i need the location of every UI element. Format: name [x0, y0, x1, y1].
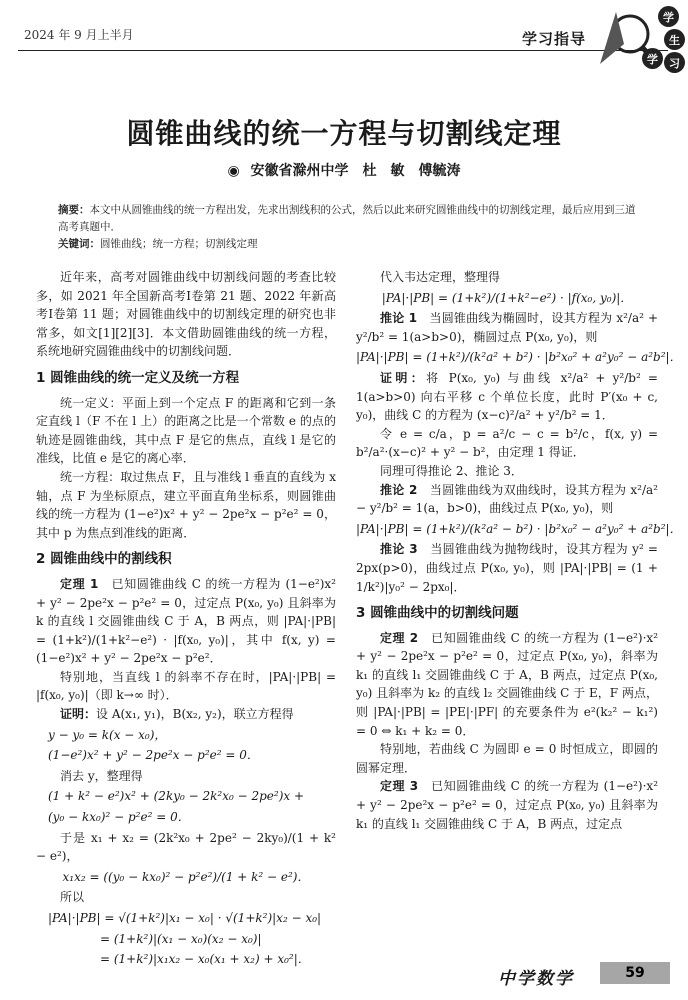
corollary-proof-let: 令 e = c/a，p = a²/c − c = b²/c，f(x, y) = b²/a²·(x−c)² + y² − b²，由定理 1 得证．	[356, 426, 658, 460]
unified-definition: 统一定义：平面上到一个定点 F 的距离和它到一条定直线 l（F 不在 l 上）的距离之比是一个常数 e 的点的轨迹是圆锥曲线，其中点 F 是它的焦点，直线 l 是它的准线，比值 e 是它的离心率．	[36, 395, 336, 466]
theorem-2-special: 特别地，若曲线 C 为圆即 e = 0 时恒成立，即圆的圆幂定理．	[356, 742, 658, 775]
section-2-heading: 2 圆锥曲线中的割线积	[36, 551, 172, 568]
corollary-1-equation: |PA|·|PB| = (1+k²)/(k²a² + b²) · |b²x₀² + a²y₀² − a²b²|．	[356, 350, 682, 365]
eliminate-text: 消去 y，整理得	[60, 768, 143, 783]
secant-derivation-1: |PA|·|PB| = √(1+k²)|x₁ − x₀| · √(1+k²)|x₂ − x₀|	[48, 911, 322, 925]
corollary-3-text: 当圆锥曲线为抛物线时，设其方程为 y² = 2px(p>0)，曲线过点 P(x₀, y₀)，则 |PA|·|PB| = (1 + 1/k²)|y₀² − 2px₀|．	[356, 542, 658, 594]
corollary-proof-same: 同理可得推论 2、推论 3．	[380, 463, 523, 478]
substitute-text: 代入韦达定理，整理得	[380, 270, 501, 284]
article-title: 圆锥曲线的统一方程与切割线定理	[126, 117, 562, 150]
vieta-sum: 于是 x₁ + x₂ = (2k²x₀ + 2pe² − 2ky₀)/(1 + k² − e²)，	[36, 830, 336, 864]
unified-equation: 统一方程：取过焦点 F，且与准线 l 垂直的直线为 x 轴，点 F 为坐标原点，建立平面直角坐标系，则圆锥曲线的统一方程为 (1−e²)x² + y² − 2pe²x − p²e² = 0，其中 p 为焦点到准线的距离．	[36, 469, 336, 540]
abstract	[58, 202, 638, 236]
theorem-3	[356, 777, 658, 833]
corollary-1-label: 推论 1	[380, 311, 418, 326]
badge-sheng: 生	[664, 29, 685, 50]
corollary-proof	[356, 369, 658, 425]
proof-label: 证明：	[60, 707, 97, 722]
theorem-2	[356, 629, 658, 741]
theorem-1-label: 定理 1	[60, 576, 99, 591]
theorem-1-text: 已知圆锥曲线 C 的统一方程为 (1−e²)x² + y² − 2pe²x − p²e² = 0，过定点 P(x₀, y₀) 且斜率为 k 的直线 l 交圆锥曲线 C 于 A，B 两点，则 |PA|·|PB| = (1+k²)/(1+k²−e²) · |f(x₀, y₀)|，其中 f(x, y) = (1−e²)x² + y² − 2pe²x − p²e²．	[36, 576, 336, 666]
page-number: 59	[600, 962, 670, 984]
left-column	[36, 268, 336, 971]
secant-derivation-2: = (1+k²)|(x₁ − x₀)(x₂ − x₀)|	[100, 931, 262, 946]
keywords	[58, 236, 638, 253]
quadratic-eq-2: (y₀ − kx₀)² − p²e² = 0．	[48, 810, 190, 825]
section-3-heading: 3 圆锥曲线中的切割线问题	[356, 605, 519, 622]
badge-xi: 习	[664, 52, 685, 73]
vieta-product: x₁x₂ = ((y₀ − kx₀)² − p²e²)/(1 + k² − e²)．	[62, 869, 310, 884]
intro-paragraph: 近年来，高考对圆锥曲线中切割线问题的考查比较多，如 2021 年全国新高考Ⅰ卷第 21 题、2022 年新高考Ⅰ卷第 11 题；对圆锥曲线中的切割线定理的研究也非常多，如文[1][2][3]．本文借助圆锥曲线的统一方程，系统地研究圆锥曲线中的切割线问题．	[36, 270, 336, 359]
corollary-1-text: 当圆锥曲线为椭圆时，设其方程为 x²/a² + y²/b² = 1(a>b>0)，椭圆过点 P(x₀, y₀)，则	[356, 311, 658, 344]
corollary-3	[356, 540, 658, 596]
theorem-3-label: 定理 3	[380, 779, 419, 794]
system-eq-2: (1−e²)x² + y² − 2pe²x − p²e² = 0．	[48, 748, 259, 763]
proof-intro	[36, 705, 336, 724]
header-decoration	[596, 4, 684, 74]
corollary-2	[356, 481, 658, 518]
badge-xue-2: 学	[642, 48, 663, 69]
section-tag: 学习指导	[522, 30, 587, 48]
keywords-label: 关键词：	[58, 238, 100, 250]
theorem-3-text: 已知圆锥曲线 C 的统一方程为 (1−e²)·x² + y² − 2pe²x − p²e² = 0，过定点 P(x₀, y₀) 且斜率为 k₁ 的直线 l₁ 交圆锥曲线 C 于 A，B 两点，过定点	[356, 779, 659, 831]
secant-result: |PA|·|PB| = (1+k²)/(1+k²−e²) · |f(x₀, y₀)|．	[381, 290, 633, 305]
quadratic-eq-1: (1 + k² − e²)x² + (2ky₀ − 2k²x₀ − 2pe²)x +	[48, 789, 305, 804]
corollary-proof-text: 将 P(x₀, y₀) 与曲线 x²/a² + y²/b² = 1(a>b>0) 向右平移 c 个单位长度，此时 P′(x₀ + c, y₀)，曲线 C 的方程为 (x−c)²/a² + y²/b² = 1．	[356, 370, 658, 423]
corollary-1	[356, 309, 658, 346]
proof-intro-text: 设 A(x₁, y₁)，B(x₂, y₂)，联立方程得	[96, 707, 294, 722]
theorem-1	[36, 575, 336, 668]
theorem-2-label: 定理 2	[380, 630, 419, 645]
section-1-heading: 1 圆锥曲线的统一定义及统一方程	[36, 369, 240, 386]
secant-derivation-3: = (1+k²)|x₁x₂ − x₀(x₁ + x₂) + x₀²|．	[100, 952, 310, 967]
corollary-proof-label: 证明：	[380, 370, 427, 385]
header-rule	[18, 50, 668, 51]
badge-xue-1: 学	[658, 6, 679, 27]
abstract-label: 摘要：	[58, 204, 90, 216]
corollary-2-equation: |PA|·|PB| = (1+k²)/(k²a² − b²) · |b²x₀² − a²y₀² + a²b²|．	[356, 521, 682, 536]
keywords-text: 圆锥曲线；统一方程；切割线定理	[100, 238, 258, 250]
theorem-2-text: 已知圆锥曲线 C 的统一方程为 (1−e²)·x² + y² − 2pe²x − p²e² = 0，过定点 P(x₀, y₀)，斜率为 k₁ 的直线 l₁ 交圆锥曲线 C 于 A，B 两点，过定点 P(x₀, y₀) 且斜率为 k₂ 的直线 l₂ 交圆锥曲线 C 于 E，F 两点，则 |PA|·|PB| = |PE|·|PF| 的充要条件为 e²(k₂² − k₁²) = 0 ⇔ k₁ + k₂ = 0．	[356, 630, 659, 738]
author-byline: ◉ 安徽省滁州中学 杜 敏 傅毓涛	[227, 163, 461, 179]
journal-logo: 中学数学	[498, 969, 574, 989]
corollary-2-label: 推论 2	[380, 482, 418, 497]
corollary-3-label: 推论 3	[380, 542, 418, 557]
theorem-1-special: 特别地，当直线 l 的斜率不存在时，|PA|·|PB| = |f(x₀, y₀)|（即 k→∞ 时）．	[36, 669, 336, 703]
abstract-text: 本文中从圆锥曲线的统一方程出发，先求出割线积的公式，然后以此来研究圆锥曲线中的切割线定理，最后应用到三道高考真题中．	[58, 204, 636, 233]
system-eq-1: y − y₀ = k(x − x₀)，	[48, 727, 167, 742]
corollary-2-text: 当圆锥曲线为双曲线时，设其方程为 x²/a² − y²/b² = 1(a，b>0)，曲线过点 P(x₀, y₀)，则	[356, 482, 658, 516]
right-column	[356, 268, 682, 833]
issue-date: 2024 年 9 月上半月	[24, 28, 134, 42]
abstract-block	[58, 202, 638, 253]
so-text: 所以	[60, 890, 85, 905]
